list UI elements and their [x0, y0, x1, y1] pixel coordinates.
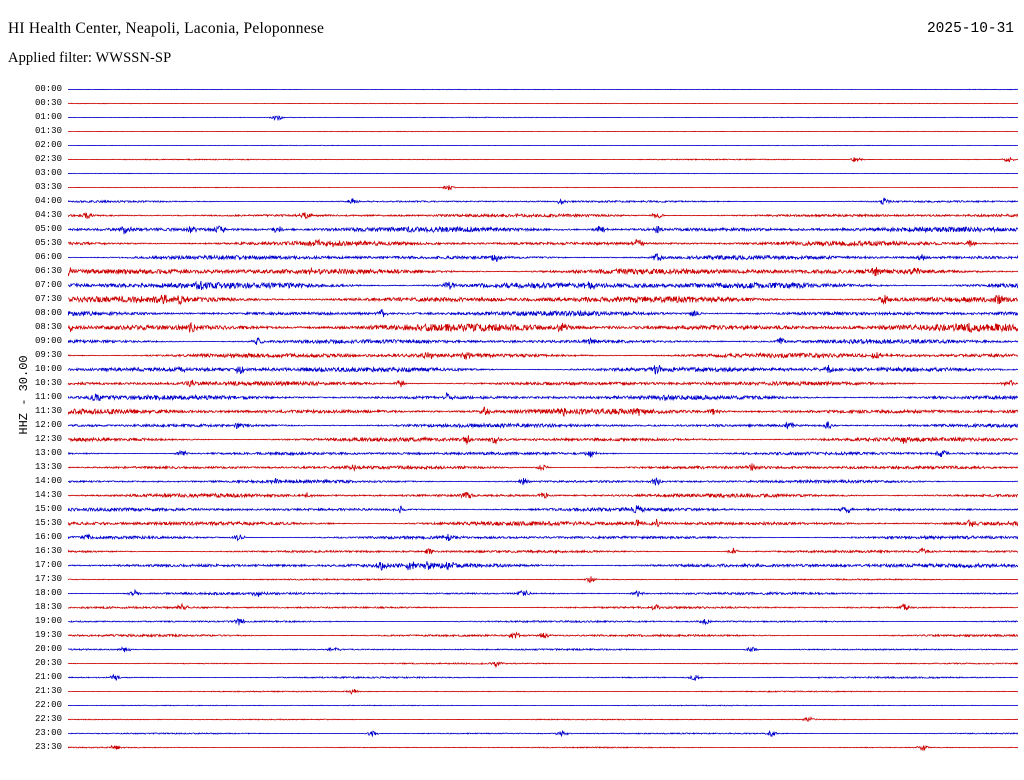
trace-row — [0, 434, 1024, 448]
seismic-trace — [68, 560, 1018, 574]
time-tick-label: 07:30 — [34, 294, 62, 304]
chart-date: 2025-10-31 — [926, 21, 1014, 37]
trace-row — [0, 420, 1024, 434]
seismic-trace — [68, 154, 1018, 168]
seismic-trace — [68, 182, 1018, 196]
time-tick-label: 22:30 — [34, 714, 62, 724]
time-tick-label: 08:00 — [34, 308, 62, 318]
seismic-trace — [68, 238, 1018, 252]
time-tick-label: 06:30 — [34, 266, 62, 276]
time-tick-label: 17:00 — [34, 560, 62, 570]
time-tick-label: 00:30 — [34, 98, 62, 108]
time-tick-label: 22:00 — [34, 700, 62, 710]
seismic-trace — [68, 350, 1018, 364]
seismic-trace — [68, 644, 1018, 658]
seismic-trace — [68, 448, 1018, 462]
time-tick-label: 04:00 — [34, 196, 62, 206]
trace-row — [0, 658, 1024, 672]
seismic-trace — [68, 630, 1018, 644]
seismic-trace — [68, 546, 1018, 560]
trace-row — [0, 630, 1024, 644]
time-tick-label: 15:30 — [34, 518, 62, 528]
trace-row — [0, 112, 1024, 126]
applied-filter-label: Applied filter: WWSSN-SP — [8, 50, 172, 66]
seismic-trace — [68, 252, 1018, 266]
chart-header — [0, 0, 1024, 76]
time-tick-label: 14:00 — [34, 476, 62, 486]
seismic-trace — [68, 434, 1018, 448]
time-tick-label: 03:00 — [34, 168, 62, 178]
trace-row — [0, 154, 1024, 168]
time-tick-label: 06:00 — [34, 252, 62, 262]
trace-row — [0, 448, 1024, 462]
trace-row — [0, 728, 1024, 742]
time-tick-label: 20:30 — [34, 658, 62, 668]
trace-row — [0, 238, 1024, 252]
seismic-trace — [68, 126, 1018, 140]
seismic-trace — [68, 658, 1018, 672]
seismic-trace — [68, 700, 1018, 714]
time-tick-label: 01:00 — [34, 112, 62, 122]
trace-row — [0, 588, 1024, 602]
time-tick-label: 09:30 — [34, 350, 62, 360]
time-tick-label: 10:00 — [34, 364, 62, 374]
time-tick-label: 11:30 — [34, 406, 62, 416]
time-tick-label: 17:30 — [34, 574, 62, 584]
trace-row — [0, 644, 1024, 658]
time-tick-label: 16:00 — [34, 532, 62, 542]
time-tick-label: 02:30 — [34, 154, 62, 164]
seismic-trace — [68, 392, 1018, 406]
time-tick-label: 07:00 — [34, 280, 62, 290]
trace-row — [0, 560, 1024, 574]
seismic-trace — [68, 532, 1018, 546]
trace-row — [0, 350, 1024, 364]
trace-row — [0, 266, 1024, 280]
seismic-trace — [68, 84, 1018, 98]
seismic-trace — [68, 266, 1018, 280]
trace-row — [0, 140, 1024, 154]
trace-row — [0, 406, 1024, 420]
seismic-trace — [68, 378, 1018, 392]
time-tick-label: 05:30 — [34, 238, 62, 248]
seismic-trace — [68, 742, 1018, 756]
time-tick-label: 23:30 — [34, 742, 62, 752]
seismic-trace — [68, 168, 1018, 182]
time-tick-label: 01:30 — [34, 126, 62, 136]
seismic-trace — [68, 406, 1018, 420]
seismic-trace — [68, 462, 1018, 476]
seismic-trace — [68, 574, 1018, 588]
trace-row — [0, 168, 1024, 182]
time-tick-label: 23:00 — [34, 728, 62, 738]
time-tick-label: 21:30 — [34, 686, 62, 696]
seismic-trace — [68, 686, 1018, 700]
trace-row — [0, 574, 1024, 588]
trace-row — [0, 84, 1024, 98]
trace-row — [0, 98, 1024, 112]
trace-row — [0, 252, 1024, 266]
trace-row — [0, 392, 1024, 406]
time-tick-label: 16:30 — [34, 546, 62, 556]
time-tick-label: 00:00 — [34, 84, 62, 94]
trace-row — [0, 700, 1024, 714]
time-tick-label: 08:30 — [34, 322, 62, 332]
time-tick-label: 13:30 — [34, 462, 62, 472]
seismic-trace — [68, 714, 1018, 728]
time-tick-label: 19:30 — [34, 630, 62, 640]
trace-row — [0, 280, 1024, 294]
time-tick-label: 19:00 — [34, 616, 62, 626]
seismic-trace — [68, 308, 1018, 322]
trace-row — [0, 308, 1024, 322]
seismic-trace — [68, 672, 1018, 686]
trace-row — [0, 476, 1024, 490]
time-tick-label: 11:00 — [34, 392, 62, 402]
time-tick-label: 04:30 — [34, 210, 62, 220]
trace-row — [0, 210, 1024, 224]
trace-row — [0, 294, 1024, 308]
trace-row — [0, 364, 1024, 378]
seismic-trace — [68, 322, 1018, 336]
trace-row — [0, 672, 1024, 686]
trace-row — [0, 532, 1024, 546]
seismic-trace — [68, 728, 1018, 742]
trace-row — [0, 602, 1024, 616]
time-tick-label: 14:30 — [34, 490, 62, 500]
seismic-trace — [68, 294, 1018, 308]
trace-row — [0, 742, 1024, 756]
time-tick-label: 12:00 — [34, 420, 62, 430]
seismic-trace — [68, 490, 1018, 504]
trace-row — [0, 518, 1024, 532]
trace-row — [0, 322, 1024, 336]
y-axis-label: HHZ - 30.00 — [17, 355, 31, 435]
trace-row — [0, 126, 1024, 140]
time-tick-label: 18:30 — [34, 602, 62, 612]
trace-row — [0, 224, 1024, 238]
seismic-trace — [68, 602, 1018, 616]
time-tick-label: 05:00 — [34, 224, 62, 234]
time-tick-label: 15:00 — [34, 504, 62, 514]
seismic-trace — [68, 140, 1018, 154]
time-tick-label: 09:00 — [34, 336, 62, 346]
seismic-trace — [68, 364, 1018, 378]
time-tick-label: 10:30 — [34, 378, 62, 388]
seismic-trace — [68, 98, 1018, 112]
time-tick-label: 02:00 — [34, 140, 62, 150]
time-tick-label: 20:00 — [34, 644, 62, 654]
time-tick-label: 13:00 — [34, 448, 62, 458]
time-tick-label: 03:30 — [34, 182, 62, 192]
seismic-trace — [68, 504, 1018, 518]
seismic-trace — [68, 616, 1018, 630]
trace-row — [0, 336, 1024, 350]
time-tick-label: 18:00 — [34, 588, 62, 598]
trace-row — [0, 546, 1024, 560]
seismic-trace — [68, 518, 1018, 532]
trace-row — [0, 616, 1024, 630]
page-title: HI Health Center, Neapoli, Laconia, Peloponnese — [8, 20, 325, 37]
trace-row — [0, 504, 1024, 518]
seismic-trace — [68, 336, 1018, 350]
trace-row — [0, 378, 1024, 392]
trace-row — [0, 182, 1024, 196]
trace-row — [0, 196, 1024, 210]
seismic-trace — [68, 112, 1018, 126]
trace-row — [0, 714, 1024, 728]
trace-row — [0, 490, 1024, 504]
seismic-trace — [68, 196, 1018, 210]
seismic-trace — [68, 224, 1018, 238]
time-tick-label: 21:00 — [34, 672, 62, 682]
trace-row — [0, 686, 1024, 700]
time-tick-label: 12:30 — [34, 434, 62, 444]
seismic-trace — [68, 280, 1018, 294]
trace-row — [0, 462, 1024, 476]
seismic-trace — [68, 476, 1018, 490]
seismic-trace — [68, 588, 1018, 602]
helicorder-plot — [0, 76, 1024, 780]
seismic-trace — [68, 210, 1018, 224]
seismic-trace — [68, 420, 1018, 434]
